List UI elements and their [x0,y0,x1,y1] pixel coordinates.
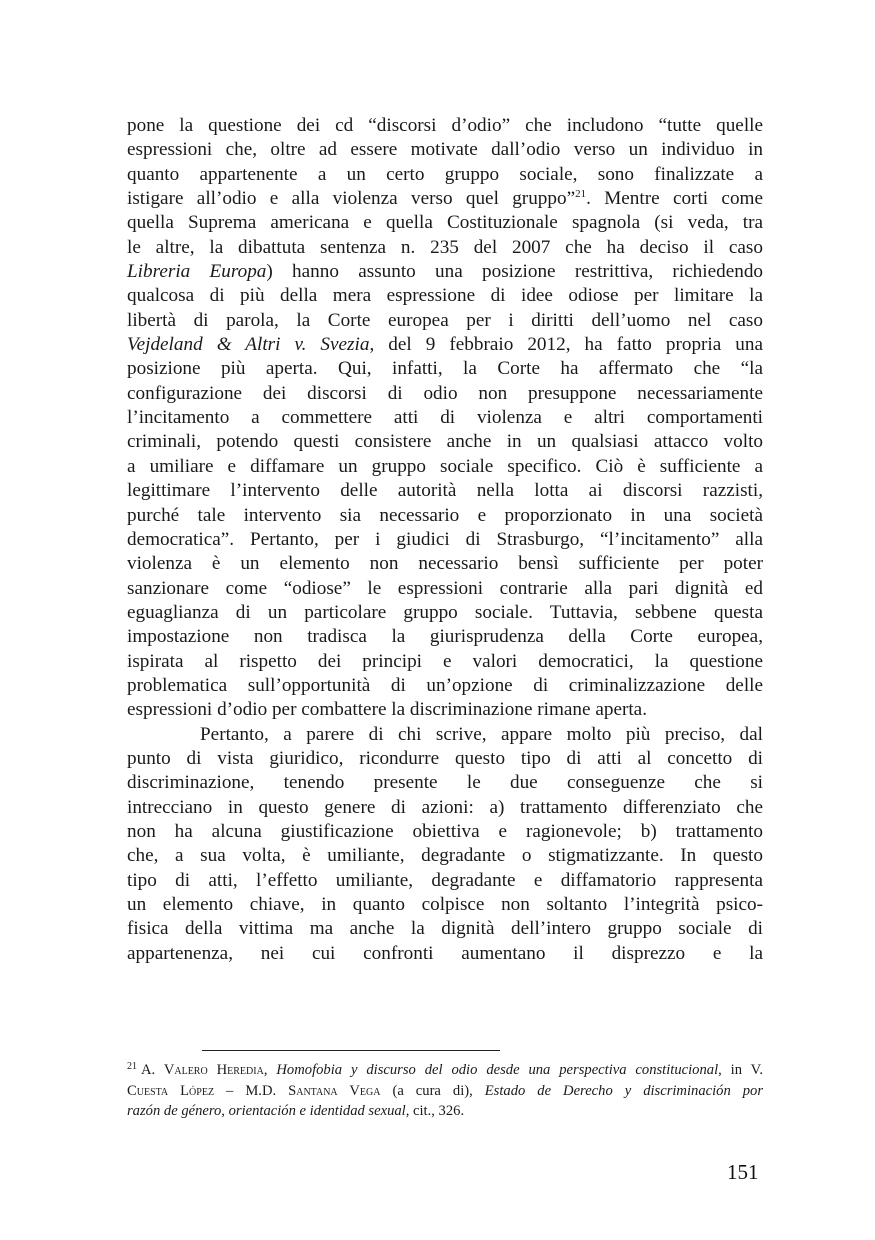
text-line: qualcosa di più della mera espressione di idee odiose per limitare la [127,285,763,307]
text-line: quella Suprema americana e quella Costituzionale spagnola (si veda, tra [127,212,763,234]
text-segment: . Mentre corti come [586,188,763,210]
footnote-title: razón de género, orientación e identidad sexual [127,1103,406,1119]
text-line: a umiliare e diffamare un gruppo sociale specifico. Ciò è sufficiente a [127,455,763,477]
footnotes [127,1060,763,1122]
text-line: pone la questione dei cd “discorsi d’odio” che includono “tutte quelle [127,115,763,136]
footnote-author: A. Valero Heredia [141,1062,264,1078]
text-line: l’incitamento a commettere atti di violenza e altri comportamenti [127,407,763,429]
text-line: Pertanto, a parere di chi scrive, appare molto più preciso, dal [200,723,763,745]
body-text [127,114,763,966]
text-line: configurazione dei discorsi di odio non presuppone necessariamente [127,382,763,404]
text-line [127,333,763,357]
text-line: democratica”. Pertanto, per i giudici di Strasburgo, “l’incitamento” alla [127,528,763,550]
text-line: le altre, la dibattuta sentenza n. 235 del 2007 che ha deciso il caso [127,236,763,258]
case-name-italic: Libreria Europa [127,261,267,283]
text-line: discriminazione, tenendo presente le due conseguenze che si [127,772,763,794]
case-name-italic: Vejdeland & Altri v. Svezia [127,334,370,356]
footnote-comma: , [263,1062,268,1078]
footnote-line [127,1081,763,1102]
text-line: libertà di parola, la Corte europea per i diritti dell’uomo nel caso [127,309,763,331]
footnote-line [127,1101,763,1122]
footnote-number: 21 [127,1061,137,1072]
text-line: violenza è un elemento non necessario bensì sufficiente per poter [127,553,763,575]
text-line: tipo di atti, l’effetto umiliante, degradante e diffamatorio rappresenta [127,869,763,891]
text-line: impostazione non tradisca la giurisprudenza della Corte europea, [127,626,763,648]
footnote-text: , in V. [718,1062,763,1078]
text-line: che, a sua volta, è umiliante, degradante o stigmatizzante. In questo [127,845,763,867]
footnote-text: , cit., 326. [405,1103,465,1119]
text-line: appartenenza, nei cui confronti aumentano il disprezzo e la [127,942,763,964]
text-segment: , del 9 febbraio 2012, ha fatto propria una [369,334,764,356]
footnote-reference[interactable]: 21 [575,188,587,201]
text-line: legittimare l’intervento delle autorità nella lotta ai discorsi razzisti, [127,480,763,502]
footnote-author: Cuesta López – M.D. Santana Vega [127,1082,381,1099]
footnote-title: Homofobia y discurso del odio desde una perspectiva constitucional [276,1062,719,1078]
text-line: espressioni d’odio per combattere la discriminazione rimane aperta. [127,699,647,721]
text-line: criminali, potendo questi consistere anche in un qualsiasi attacco volto [127,431,763,453]
text-line: eguaglianza di un particolare gruppo sociale. Tuttavia, sebbene questa [127,601,763,623]
text-line: purché tale intervento sia necessario e proporzionato in una società [127,504,763,526]
text-line: quanto appartenente a un certo gruppo sociale, sono finalizzate a [127,163,763,185]
text-line: non ha alcuna giustificazione obiettiva e ragionevole; b) trattamento [127,820,763,842]
text-segment: ) hanno assunto una posizione restrittiva, richiedendo [266,261,764,283]
text-segment: istigare all’odio e alla violenza verso quel gruppo” [127,188,576,210]
footnote-title: Estado de Derecho y discriminación por [484,1082,764,1099]
text-line: ispirata al rispetto dei principi e valori democratici, la questione [127,650,763,672]
footnote-separator [202,1050,500,1051]
text-line: intrecciano in questo genere di azioni: a) trattamento differenziato che [127,796,763,818]
footnote-line [127,1060,763,1081]
text-line: problematica sull’opportunità di un’opzione di criminalizzazione delle [127,674,763,696]
text-line: posizione più aperta. Qui, infatti, la Corte ha affermato che “la [127,358,763,380]
text-line: espressioni che, oltre ad essere motivate dall’odio verso un individuo in [127,139,763,161]
text-line: fisica della vittima ma anche la dignità dell’intero gruppo sociale di [127,918,763,940]
text-line: un elemento chiave, in quanto colpisce non soltanto l’integrità psico- [127,894,763,915]
page-number: 151 [727,1160,759,1184]
text-line [127,260,763,284]
text-line: punto di vista giuridico, ricondurre questo tipo di atti al concetto di [127,747,763,769]
text-line [127,187,763,211]
text-line: sanzionare come “odiose” le espressioni contrarie alla pari dignità ed [127,577,763,599]
footnote-text: (a cura di), [380,1082,485,1099]
